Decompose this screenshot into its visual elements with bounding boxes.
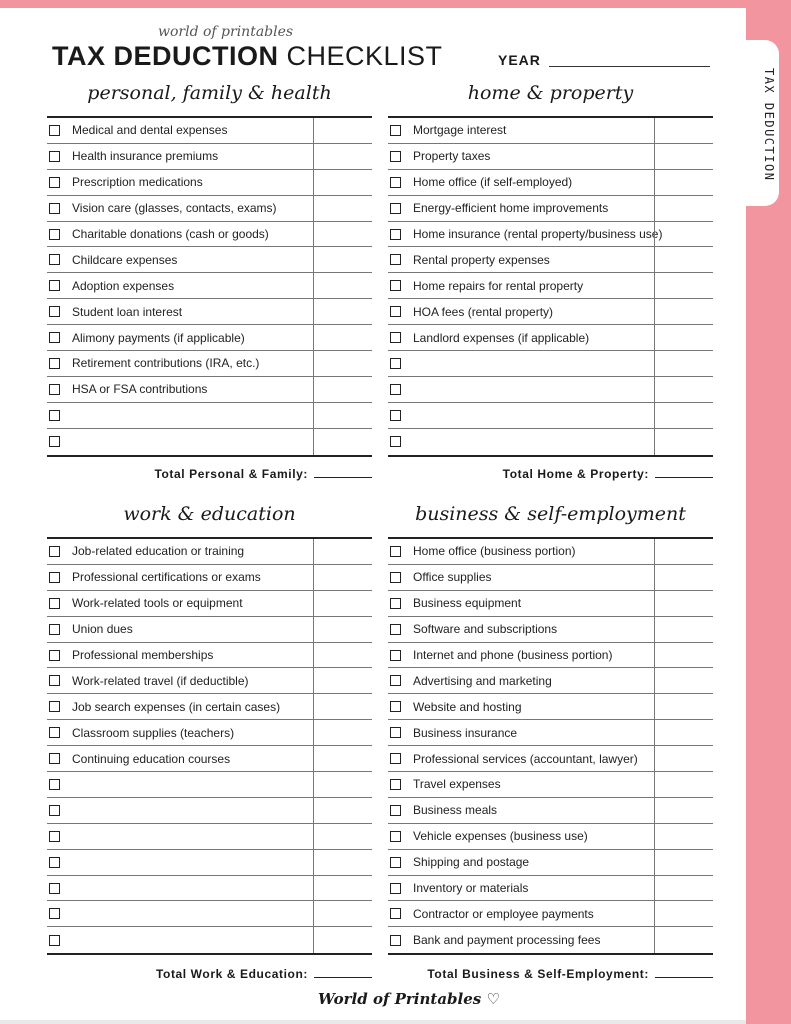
checkbox[interactable] [49, 753, 60, 764]
checkbox[interactable] [390, 177, 401, 188]
checklist-row [47, 694, 372, 720]
checklist-row [388, 876, 713, 902]
checklist-row [388, 429, 713, 455]
item-label: Work-related travel (if deductible) [72, 673, 249, 688]
item-label: Business meals [413, 803, 498, 818]
checkbox[interactable] [49, 280, 60, 291]
total-field[interactable] [655, 977, 713, 978]
checkbox[interactable] [49, 701, 60, 712]
checklist-row [388, 196, 713, 222]
item-label: Union dues [72, 622, 133, 637]
item-label: HSA or FSA contributions [72, 382, 208, 397]
checklist-row [388, 668, 713, 694]
checklist-row [47, 668, 372, 694]
checklist-row [388, 247, 713, 273]
checkbox[interactable] [390, 935, 401, 946]
checklist-row [47, 118, 372, 144]
item-label: Health insurance premiums [72, 149, 219, 164]
checkbox[interactable] [390, 572, 401, 583]
item-label: Home office (business portion) [413, 544, 576, 559]
checkbox[interactable] [390, 436, 401, 447]
title-light: CHECKLIST [286, 41, 443, 71]
total-field[interactable] [655, 477, 713, 478]
checklist-row [47, 850, 372, 876]
section-title: personal, family & health [87, 82, 332, 104]
total-label: Total Home & Property: [502, 467, 649, 481]
checkbox[interactable] [49, 624, 60, 635]
total-label: Total Personal & Family: [154, 467, 308, 481]
item-label: Mortgage interest [413, 123, 507, 138]
item-label: Vehicle expenses (business use) [413, 829, 588, 844]
checkbox[interactable] [390, 280, 401, 291]
checkbox[interactable] [390, 203, 401, 214]
item-label: Bank and payment processing fees [413, 933, 601, 948]
checklist-row [388, 927, 713, 953]
checklist-row [388, 222, 713, 248]
item-label: Student loan interest [72, 304, 183, 319]
checklist-row [47, 144, 372, 170]
checklist-row [47, 617, 372, 643]
section-total [388, 967, 713, 981]
checklist-table [388, 537, 713, 955]
total-label: Total Work & Education: [155, 967, 308, 981]
bottom-strip [0, 1020, 746, 1024]
item-label: Job-related education or training [72, 544, 245, 559]
item-label: Professional certifications or exams [72, 570, 261, 585]
checklist-row [388, 273, 713, 299]
item-label: HOA fees (rental property) [413, 304, 554, 319]
item-label: Contractor or employee payments [413, 906, 594, 921]
title-bold: TAX DEDUCTION [52, 41, 279, 71]
side-tab-label: TAX DEDUCTION [762, 68, 776, 182]
checklist-row [47, 927, 372, 953]
item-label: Energy-efficient home improvements [413, 201, 609, 216]
checklist-row [47, 170, 372, 196]
item-label: Job search expenses (in certain cases) [72, 699, 281, 714]
year-field[interactable] [549, 66, 710, 67]
item-label: Business equipment [413, 596, 522, 611]
total-field[interactable] [314, 477, 372, 478]
checkbox[interactable] [49, 203, 60, 214]
checklist-row [388, 746, 713, 772]
checkbox[interactable] [390, 410, 401, 421]
checklist-row [47, 299, 372, 325]
item-label: Travel expenses [413, 777, 501, 792]
section-title: home & property [467, 82, 634, 104]
checklist-row [47, 876, 372, 902]
item-label: Professional memberships [72, 648, 214, 662]
checkbox[interactable] [49, 805, 60, 816]
checkbox[interactable] [49, 254, 60, 265]
checklist-row [47, 798, 372, 824]
checkbox[interactable] [390, 125, 401, 136]
total-label: Total Business & Self-Employment: [427, 967, 649, 981]
item-label: Retirement contributions (IRA, etc.) [72, 356, 260, 371]
item-label: Home office (if self-employed) [413, 175, 573, 190]
checkbox[interactable] [390, 883, 401, 894]
item-label: Vision care (glasses, contacts, exams) [72, 201, 277, 216]
checkbox[interactable] [49, 572, 60, 583]
checklist-row [388, 824, 713, 850]
checkbox[interactable] [49, 384, 60, 395]
checklist-row [47, 222, 372, 248]
checklist-row [388, 539, 713, 565]
checklist-row [388, 144, 713, 170]
checkbox[interactable] [390, 546, 401, 557]
checkbox[interactable] [49, 779, 60, 790]
checkbox[interactable] [390, 727, 401, 738]
checklist-row [388, 798, 713, 824]
checkbox[interactable] [49, 727, 60, 738]
year-label: YEAR [498, 52, 541, 68]
section-total [388, 467, 713, 481]
checklist-row [388, 643, 713, 669]
checkbox[interactable] [390, 624, 401, 635]
checklist-table [47, 537, 372, 955]
checklist-row [388, 403, 713, 429]
item-label: Alimony payments (if applicable) [72, 330, 245, 345]
checkbox[interactable] [49, 546, 60, 557]
checklist-row [47, 643, 372, 669]
item-label: Landlord expenses (if applicable) [413, 330, 590, 345]
checkbox[interactable] [390, 701, 401, 712]
checkbox[interactable] [390, 908, 401, 919]
item-label: Property taxes [413, 149, 491, 164]
checklist-row [388, 617, 713, 643]
checkbox[interactable] [390, 779, 401, 790]
checkbox[interactable] [390, 151, 401, 162]
brand-script-top: world of printables [158, 24, 294, 40]
checklist-row [388, 118, 713, 144]
checklist-row [47, 824, 372, 850]
checklist-row [47, 273, 372, 299]
checklist-row [47, 720, 372, 746]
checklist-row [47, 746, 372, 772]
checkbox[interactable] [390, 805, 401, 816]
item-label: Childcare expenses [72, 252, 178, 267]
checklist-row [388, 565, 713, 591]
item-label: Advertising and marketing [413, 673, 552, 688]
checklist-row [47, 565, 372, 591]
checklist-row [388, 850, 713, 876]
checklist-row [47, 403, 372, 429]
checklist-row [47, 772, 372, 798]
item-label: Adoption expenses [72, 278, 175, 293]
checklist-row [47, 325, 372, 351]
checklist-row [388, 591, 713, 617]
checklist-row [388, 772, 713, 798]
item-label: Home repairs for rental property [413, 278, 584, 293]
checkbox[interactable] [390, 384, 401, 395]
item-label: Classroom supplies (teachers) [72, 725, 235, 740]
item-label: Inventory or materials [413, 881, 529, 896]
checkbox[interactable] [390, 675, 401, 686]
checklist-table [388, 116, 713, 457]
checkbox[interactable] [390, 358, 401, 369]
checkbox[interactable] [49, 883, 60, 894]
checkbox[interactable] [390, 254, 401, 265]
checkbox[interactable] [49, 229, 60, 240]
checklist-row [388, 720, 713, 746]
item-label: Shipping and postage [413, 855, 530, 870]
checkbox[interactable] [49, 675, 60, 686]
checkbox[interactable] [49, 151, 60, 162]
item-label: Professional services (accountant, lawyer) [413, 751, 638, 766]
checkbox[interactable] [49, 935, 60, 946]
checkbox[interactable] [49, 598, 60, 609]
checkbox[interactable] [49, 125, 60, 136]
checkbox[interactable] [49, 908, 60, 919]
checkbox[interactable] [49, 436, 60, 447]
checklist-row [388, 351, 713, 377]
checkbox[interactable] [49, 358, 60, 369]
section-title: work & education [123, 503, 296, 525]
checkbox[interactable] [49, 177, 60, 188]
checkbox[interactable] [390, 831, 401, 842]
item-label: Office supplies [413, 570, 492, 585]
section-total [47, 967, 372, 981]
checkbox[interactable] [390, 753, 401, 764]
checkbox[interactable] [390, 650, 401, 661]
checklist-row [388, 901, 713, 927]
brand-logo-bottom: World of Printables ♡ [318, 990, 500, 1008]
item-label: Software and subscriptions [413, 622, 558, 637]
checklist-row [388, 694, 713, 720]
checkbox[interactable] [49, 650, 60, 661]
checklist-row [388, 170, 713, 196]
checkbox[interactable] [49, 831, 60, 842]
checklist-row [47, 429, 372, 455]
checkbox[interactable] [390, 332, 401, 343]
checkbox[interactable] [49, 857, 60, 868]
checklist-row [388, 377, 713, 403]
checkbox[interactable] [49, 332, 60, 343]
item-label: Internet and phone (business portion) [413, 648, 613, 662]
checkbox[interactable] [390, 857, 401, 868]
checklist-row [47, 247, 372, 273]
checklist-row [47, 351, 372, 377]
checklist-row [388, 299, 713, 325]
item-label: Prescription medications [72, 175, 203, 190]
checkbox[interactable] [390, 598, 401, 609]
item-label: Website and hosting [413, 699, 522, 714]
section-title: business & self-employment [415, 503, 686, 525]
checklist-row [47, 591, 372, 617]
page-title [52, 41, 443, 72]
item-label: Work-related tools or equipment [72, 596, 243, 611]
total-field[interactable] [314, 977, 372, 978]
checkbox[interactable] [49, 410, 60, 421]
checklist-row [47, 901, 372, 927]
item-label: Home insurance (rental property/business use) [413, 227, 663, 241]
checklist-row [47, 196, 372, 222]
checklist-row [47, 539, 372, 565]
item-label: Rental property expenses [413, 252, 550, 267]
item-label: Medical and dental expenses [72, 123, 228, 138]
item-label: Charitable donations (cash or goods) [72, 227, 269, 241]
checkbox[interactable] [390, 229, 401, 240]
item-label: Business insurance [413, 725, 518, 740]
checkbox[interactable] [390, 306, 401, 317]
section-total [47, 467, 372, 481]
checklist-row [388, 325, 713, 351]
checkbox[interactable] [49, 306, 60, 317]
checklist-table [47, 116, 372, 457]
checklist-row [47, 377, 372, 403]
item-label: Continuing education courses [72, 751, 231, 766]
